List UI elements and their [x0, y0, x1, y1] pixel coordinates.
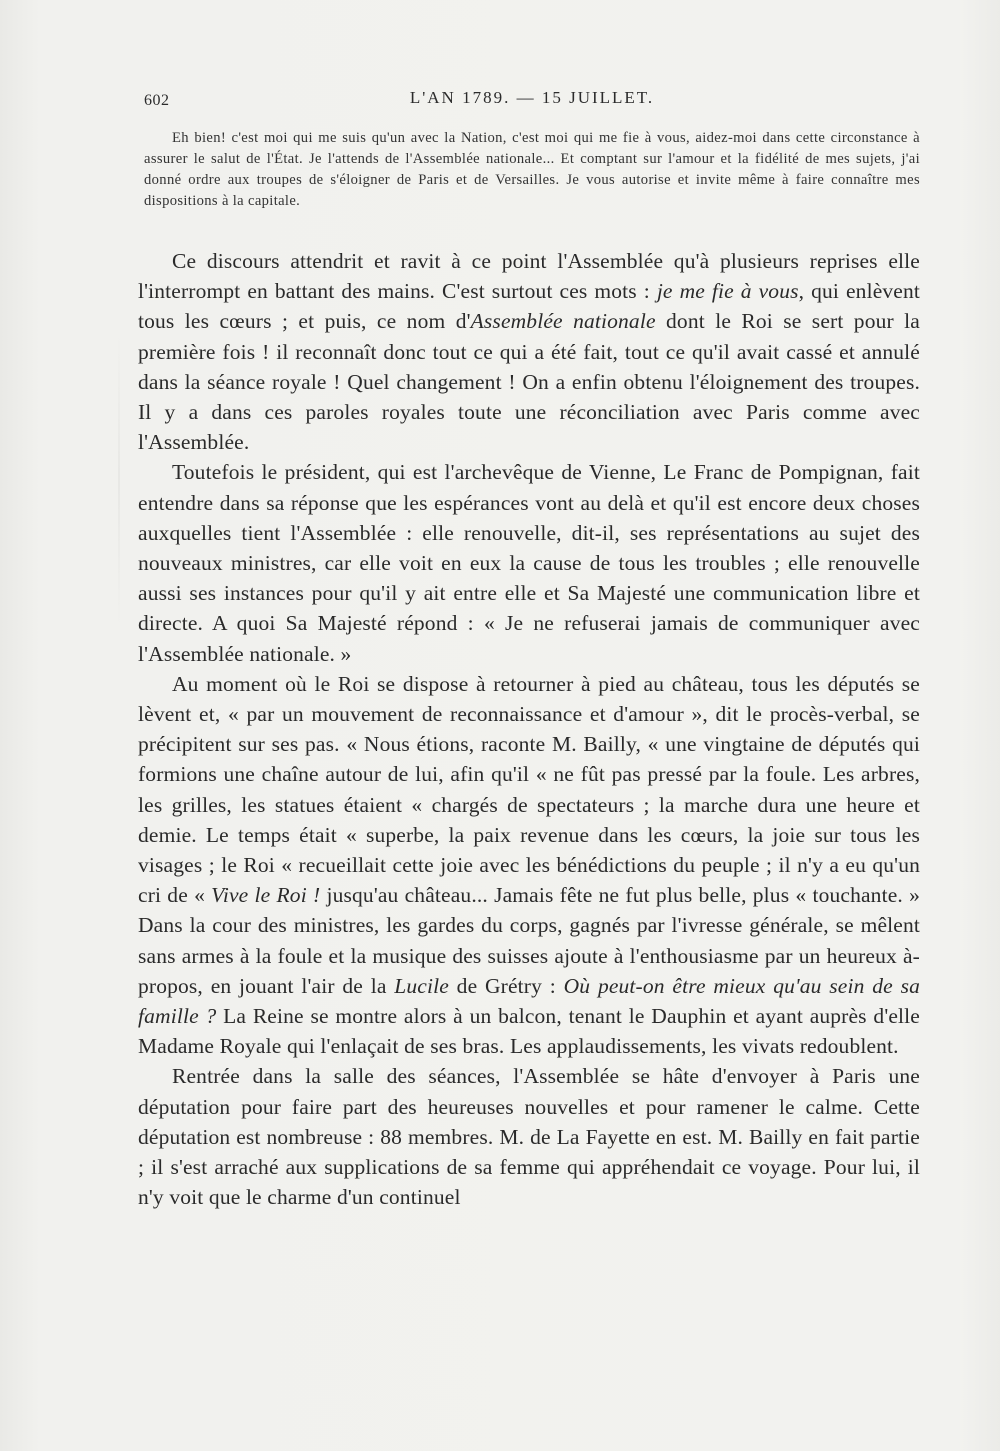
paragraph-3-text-a: Au moment où le Roi se dispose à retourner à pied au château, tous les députés se lèvent et, « par un mouvement de reconnaissance et d'amour », dit le procès-verbal, se précipitent sur ses pas. « Nous étions, raconte M. Bailly, « une vingtaine de députés qui formions une chaîne autour de lui, afin qu'il « ne fût pas pressé par la foule. Les arbres, les grilles, les statues étaient « chargés de spectateurs ; la marche dura une heure et demie. Le temps était « superbe, la paix revenue dans les cœurs, la joie sur tous les visages ; le Roi « recueillait cette joie avec les bénédictions du peuple ; il n'y a eu qu'un cri de « [138, 671, 920, 908]
paragraph-3-italic-lucile: Lucile [394, 973, 449, 998]
paragraph-3-text-g: La Reine se montre alors à un balcon, tenant le Dauphin et ayant auprès d'elle Madame Royale qui l'enlaçait de ses bras. Les applaudissements, les vivats redoublent. [138, 1004, 920, 1059]
margin-shadow [118, 330, 120, 630]
paragraph-2: Toutefois le président, qui est l'archevêque de Vienne, Le Franc de Pompignan, fait entendre dans sa réponse que les espérances vont au delà et qu'il est encore deux choses auxquelles tient l'Assemblée : elle renouvelle, dit-il, ses représentations au sujet des nouveaux ministres, car elle voit en eux la cause de tous les troubles ; elle renouvelle aussi ses instances pour qu'il y ait entre elle et Sa Majesté une communication libre et directe. A quoi Sa Majesté répond : « Je ne refuserai jamais de communiquer avec l'Assemblée nationale. » [138, 460, 920, 666]
quote-text: Eh bien! c'est moi qui me suis qu'un avec la Nation, c'est moi qui me fie à vous, aidez-moi dans cette circonstance à assurer le salut de l'État. Je l'attends de l'Assemblée nationale... Et comptant sur l'amour et la fidélité de mes sujets, j'ai donné ordre aux troupes de s'éloigner de Paris et de Versailles. Je vous autorise et invite même à faire connaître mes dispositions à la capitale. [144, 130, 920, 209]
paragraph-1 [138, 246, 920, 457]
paragraph-1-italic-quote: je me fie à vous [656, 279, 799, 304]
royal-speech-quote [144, 128, 920, 212]
paragraph-1-text-a: Ce discours attendrit et ravit à ce point l'Assemblée qu'à plusieurs reprises elle l'interrompt en battant des mains. C'est surtout ces mots : [138, 249, 920, 304]
paragraph-3 [138, 669, 920, 1062]
running-title: L'AN 1789. — 15 JUILLET. [409, 88, 655, 107]
paragraph-3-text-e: de Grétry : [448, 973, 564, 998]
paragraph-1-italic-assembly: Assemblée nationale [470, 309, 656, 334]
body-text [138, 246, 920, 1213]
paragraph-3-text-c: jusqu'au château... Jamais fête ne fut plus belle, plus « touchante. » Dans la cour des ministres, les gardes du corps, gagnés par l'ivresse générale, se mêlent sans armes à la foule et la musique des suisses ajoute à l'enthousiasme par un heureux à-propos, en jouant l'air de la [138, 883, 920, 998]
page-header [144, 88, 920, 118]
paragraph-1-text-c: , qui enlèvent tous les cœurs ; et puis, ce nom d' [138, 279, 921, 334]
paragraph-1-text-e: dont le Roi se sert pour la première fois ! il reconnaît donc tout ce qui a été fait, tout ce qu'il avait cassé et annulé dans la séance royale ! Quel changement ! On a enfin obtenu l'éloignement des troupes. Il y a dans ces paroles royales toute une réconciliation avec Paris comme avec l'Assemblée. [138, 309, 920, 455]
page-number: 602 [144, 92, 170, 109]
paragraph-3-italic-vive: Vive le Roi ! [211, 883, 321, 908]
paragraph-4: Rentrée dans la salle des séances, l'Assemblée se hâte d'envoyer à Paris une députation pour faire part des heureuses nouvelles et pour ramener le calme. Cette députation est nombreuse : 88 membres. M. de La Fayette en est. M. Bailly en fait partie ; il s'est arraché aux supplications de sa femme qui appréhendait ce voyage. Pour lui, il n'y voit que le charme d'un continuel [138, 1064, 920, 1210]
paragraph-3-italic-air: Où peut-on être mieux qu'au sein de sa famille ? [138, 973, 920, 1029]
